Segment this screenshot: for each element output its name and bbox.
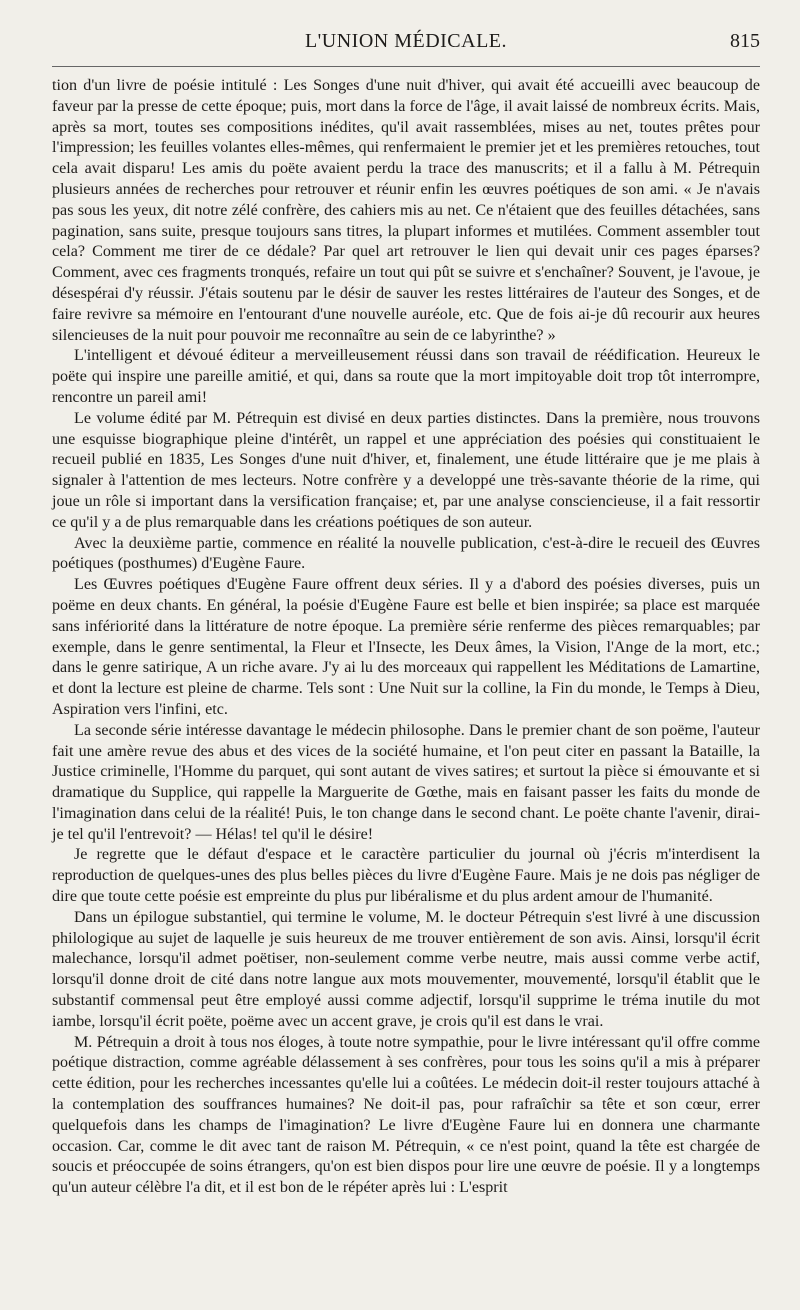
paragraph-3: Le volume édité par M. Pétrequin est divisé en deux parties distinctes. Dans la première, nous trouvons une esquisse biographique pleine d'intérêt, un rappel et une appréciation des poésies qui constituaient le recueil publié en 1835, Les Songes d'une nuit d'hiver, et, finalement, une étude littéraire que je me plais à signaler à l'attention de mes lecteurs. Notre confrère y a developpé une très-savante théorie de la rime, qui joue un rôle si important dans la versification française; et, par une analyse consciencieuse, il a fait ressortir ce qu'il y a de plus remarquable dans les créations poétiques de son auteur. [52, 409, 760, 531]
paragraph-6: La seconde série intéresse davantage le médecin philosophe. Dans le premier chant de son poëme, l'auteur fait une amère revue des abus et des vices de la société humaine, et l'on peut citer en passant la Bataille, la Justice criminelle, l'Homme du parquet, qui sont autant de vives satires; et surtout la pièce si émouvante et si dramatique du Supplice, qui rappelle la Marguerite de Gœthe, mais en faisant passer les faits du monde de l'imagination dans celui de la réalité! Puis, le ton change dans le second chant. Le poëte chante l'avenir, dirai-je tel qu'il l'entrevoit? — Hélas! tel qu'il le désire! [52, 721, 760, 843]
paragraph-9: M. Pétrequin a droit à tous nos éloges, à toute notre sympathie, pour le livre intéressant qu'il offre comme poétique distraction, comme agréable délassement à ses confrères, pour tous les soins qu'il a mis à préparer cette édition, pour les recherches incessantes qu'elle lui a coûtées. Le médecin doit-il rester toujours attaché à la contemplation des souffrances humaines? Ne doit-il pas, pour rafraîchir sa tête et son cœur, errer quelquefois dans les champs de l'imagination? Le livre d'Eugène Faure lui en donnera une charmante occasion. Car, comme le dit avec tant de raison M. Pétrequin, « ce n'est point, quand la tête est chargée de soucis et préoccupée de soins étrangers, qu'on est bien dispos pour lire une œuvre de poésie. Il y a longtemps qu'un auteur célèbre l'a dit, et il est bon de le répéter après lui : L'esprit [52, 1033, 760, 1197]
paragraph-5: Les Œuvres poétiques d'Eugène Faure offrent deux séries. Il y a d'abord des poésies diverses, puis un poëme en deux chants. En général, la poésie d'Eugène Faure est belle et bien inspirée; sa place est marquée sans infériorité dans la littérature de notre époque. La première série renferme des pièces remarquables; par exemple, dans le genre sentimental, la Fleur et l'Insecte, les Deux âmes, la Vision, l'Ange de la mort, etc.; dans le genre satirique, A un riche avare. J'y ai lu des morceaux qui rappellent les Méditations de Lamartine, et dont la lecture est pleine de charme. Tels sont : Une Nuit sur la colline, la Fin du monde, le Temps à Dieu, Aspiration vers l'infini, etc. [52, 576, 760, 718]
article-body [52, 58, 760, 1199]
paragraph-4: Avec la deuxième partie, commence en réalité la nouvelle publication, c'est-à-dire le recueil des Œuvres poétiques (posthumes) d'Eugène Faure. [52, 534, 760, 573]
page-header [52, 0, 760, 58]
paragraph-8: Dans un épilogue substantiel, qui termine le volume, M. le docteur Pétrequin s'est livré à une discussion philologique au sujet de laquelle je suis heureux de me trouver entièrement de son avis. Ainsi, lorsqu'il écrit malechance, lorsqu'il admet poëtiser, non-seulement comme verbe neutre, mais aussi comme verbe actif, lorsqu'il donne droit de cité dans notre langue aux mots mouvementer, mouvementé, lorsqu'il établit que le substantif commensal peut être employé aussi comme adjectif, lorsqu'il supprime le tréma inutile du mot iambe, lorsqu'il écrit poëte, poëme avec un accent grave, je crois qu'il est dans le vrai. [52, 908, 760, 1030]
paragraph-1: tion d'un livre de poésie intitulé : Les Songes d'une nuit d'hiver, qui avait été accueilli avec beaucoup de faveur par la presse de cette époque; puis, mort dans la force de l'âge, il avait laissé de nombreux écrits. Mais, après sa mort, toutes ses compositions inédites, qu'il avait rassemblées, mises au net, toutes prêtes pour l'impression; les feuilles volantes elles-mêmes, qui renfermaient le premier jet et les premières retouches, tout cela avait disparu! Les amis du poëte avaient perdu la trace des manuscrits; et il a fallu à M. Pétrequin plusieurs années de recherches pour retrouver et réunir enfin les œuvres poétiques de son ami. « Je n'avais pas sous les yeux, dit notre zélé confrère, des cahiers mis au net. Ce n'étaient que des feuilles détachées, sans pagination, sans suite, presque toujours sans titres, la plupart informes et mutilées. Comment assembler tout cela? Comment me tirer de ce dédale? Par quel art retrouver le lien qui devait unir ces pages éparses? Comment, avec ces fragments tronqués, refaire un tout qui pût se suivre et s'enchaîner? Souvent, je l'avoue, je désespérai d'y réussir. J'étais soutenu par le désir de sauver les restes littéraires de l'auteur des Songes, et de faire revivre sa mémoire en l'entourant d'une nouvelle auréole, etc. Que de fois ai-je dû recourir aux heures silencieuses de la nuit pour pouvoir me reconnaître au sein de ce labyrinthe? » [52, 77, 760, 344]
header-rule [52, 66, 760, 67]
running-title: L'UNION MÉDICALE. [304, 30, 508, 52]
page-number: 815 [730, 30, 760, 52]
paragraph-7: Je regrette que le défaut d'espace et le caractère particulier du journal où j'écris m'interdisent la reproduction de quelques-unes des plus belles pièces du livre d'Eugène Faure. Mais je ne dois pas négliger de dire que toute cette poésie est empreinte du plus pur libéralisme et du plus ardent amour de l'humanité. [52, 846, 760, 906]
paragraph-2: L'intelligent et dévoué éditeur a merveilleusement réussi dans son travail de réédification. Heureux le poëte qui inspire une pareille amitié, et qui, dans sa route que la mort impitoyable doit trop tôt interrompre, rencontre un pareil ami! [52, 347, 760, 406]
